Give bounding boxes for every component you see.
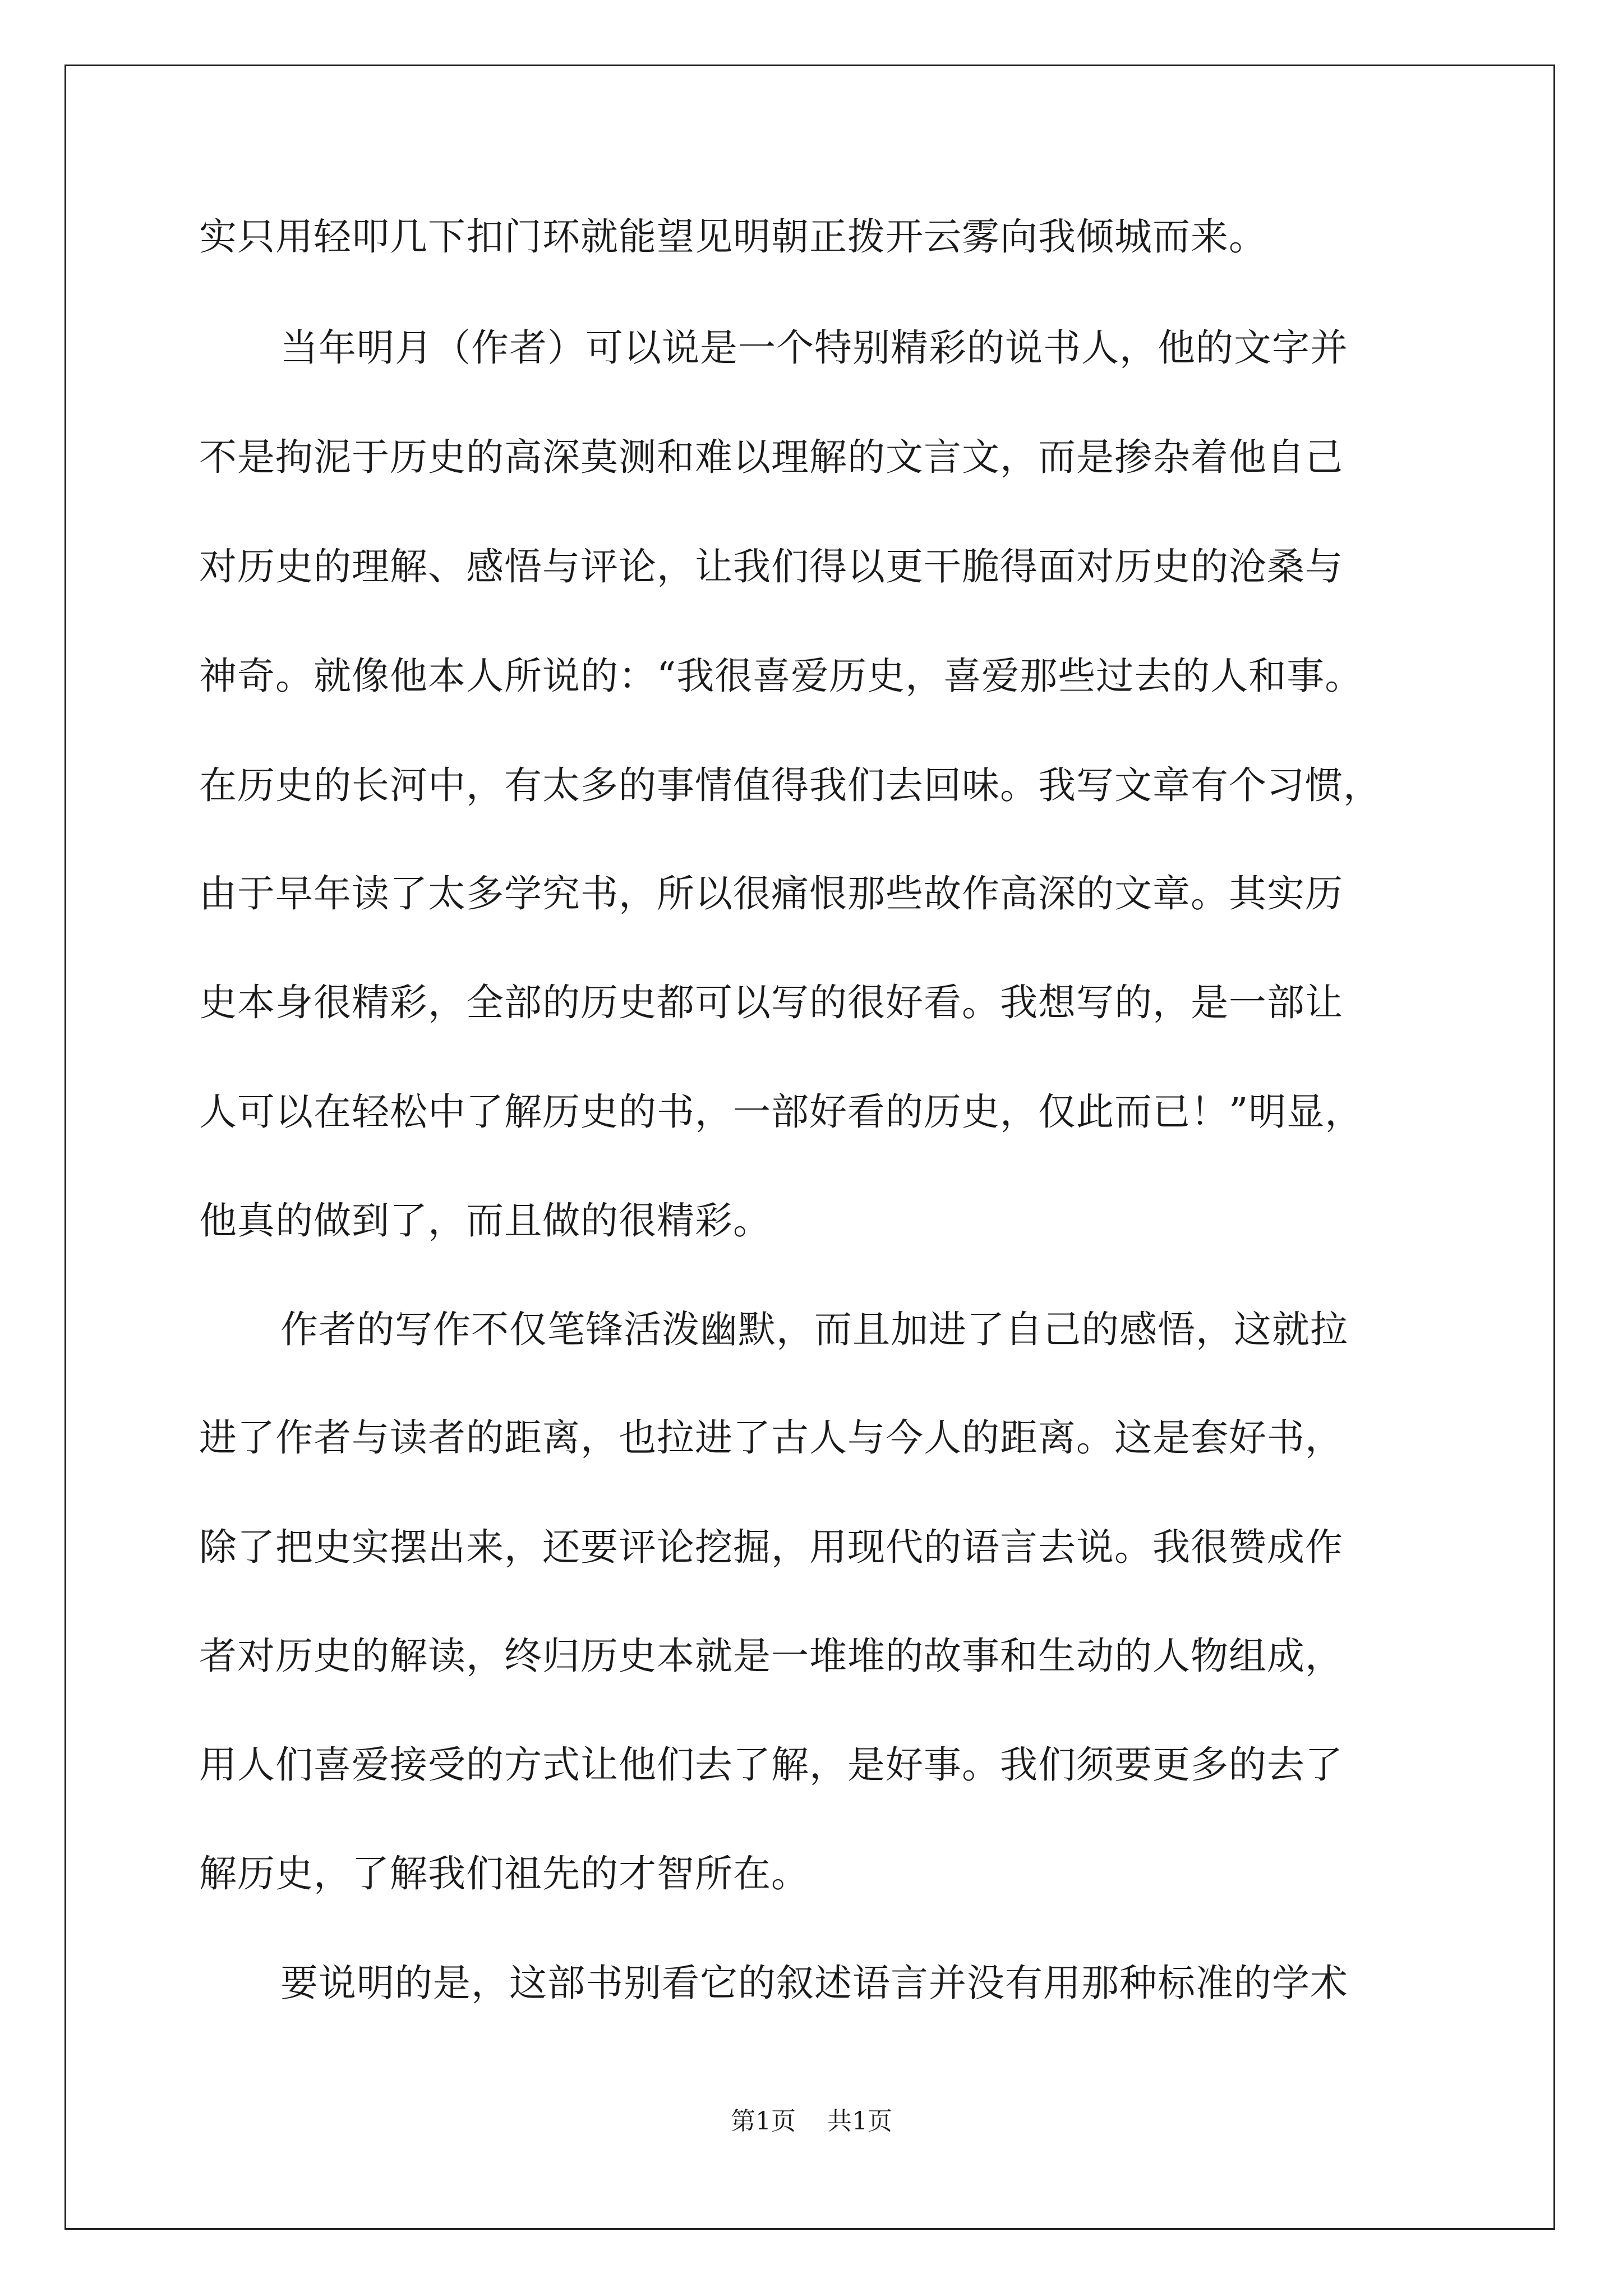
text-line: 实只用轻叩几下扣门环就能望见明朝正拨开云雾向我倾城而来。 — [199, 215, 1267, 259]
paragraph-start-line: 要说明的是，这部书别看它的叙述语言并没有用那种标准的学术 — [280, 1961, 1348, 2005]
text-line: 对历史的理解、感悟与评论，让我们得以更干脆得面对历史的沧桑与 — [199, 545, 1343, 588]
text-line: 除了把史实摆出来，还要评论挖掘，用现代的语言去说。我很赞成作 — [199, 1525, 1343, 1569]
text-line: 人可以在轻松中了解历史的书，一部好看的历史，仅此而已！”明显， — [199, 1090, 1363, 1134]
text-line: 解历史，了解我们祖先的才智所在。 — [199, 1852, 809, 1895]
text-line: 进了作者与读者的距离，也拉进了古人与今人的距离。这是套好书， — [199, 1416, 1343, 1460]
text-line: 用人们喜爱接受的方式让他们去了解，是好事。我们须要更多的去了 — [199, 1743, 1343, 1787]
text-line: 史本身很精彩，全部的历史都可以写的很好看。我想写的，是一部让 — [199, 981, 1343, 1024]
text-line: 神奇。就像他本人所说的：“我很喜爱历史，喜爱那些过去的人和事。 — [199, 654, 1363, 698]
text-line: 在历史的长河中，有太多的事情值得我们去回味。我写文章有个习惯， — [199, 763, 1381, 807]
paragraph-start-line: 作者的写作不仅笔锋活泼幽默，而且加进了自己的感悟，这就拉 — [280, 1308, 1348, 1351]
page-border — [64, 65, 1555, 2230]
text-line: 者对历史的解读，终归历史本就是一堆堆的故事和生动的人物组成， — [199, 1634, 1343, 1678]
page-number-footer: 第1页 共1页 — [731, 2107, 892, 2136]
text-line: 他真的做到了，而且做的很精彩。 — [199, 1199, 771, 1243]
text-line: 由于早年读了太多学究书，所以很痛恨那些故作高深的文章。其实历 — [199, 872, 1343, 915]
text-line: 不是拘泥于历史的高深莫测和难以理解的文言文，而是掺杂着他自己 — [199, 435, 1343, 479]
paragraph-start-line: 当年明月（作者）可以说是一个特别精彩的说书人，他的文字并 — [280, 326, 1348, 370]
